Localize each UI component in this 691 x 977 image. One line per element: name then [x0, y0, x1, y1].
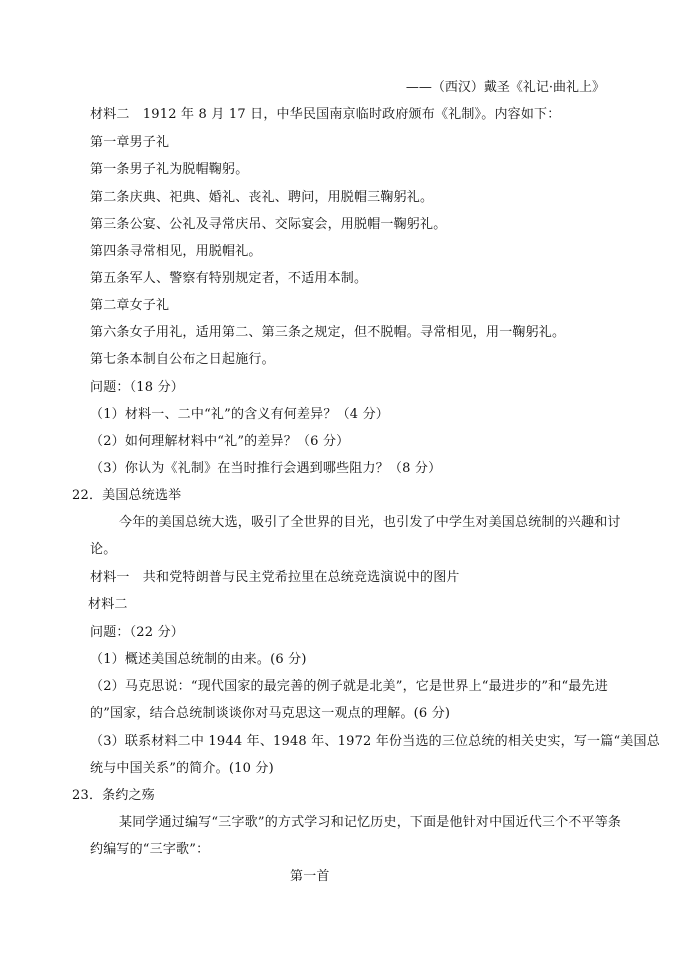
article-6: 第六条女子用礼，适用第二、第三条之规定，但不脱帽。寻常相见，用一鞠躬礼。	[90, 325, 566, 340]
q22-points-header: 问题：（22 分）	[90, 625, 184, 640]
material2-title: 材料二 1912 年 8 月 17 日，中华民国南京临时政府颁布《礼制》。内容如下：	[90, 107, 561, 122]
q23-intro-line-2: 约编写的“三字歌”：	[90, 842, 210, 857]
article-2: 第二条庆典、祀典、婚礼、丧礼、聘问，用脱帽三鞠躬礼。	[90, 190, 434, 205]
q21-question-2: （2）如何理解材料中“礼”的差异？（6 分）	[90, 434, 350, 449]
q21-question-1: （1）材料一、二中“礼”的含义有何差异？（4 分）	[90, 407, 389, 422]
q23-title: 23．条约之殇	[72, 788, 155, 803]
q22-intro-line-1: 今年的美国总统大选，吸引了全世界的目光，也引发了中学生对美国总统制的兴趣和讨	[119, 515, 621, 530]
q22-title: 22．美国总统选举	[72, 488, 182, 503]
chapter-1-heading: 第一章男子礼	[90, 135, 170, 150]
chapter-2-heading: 第二章女子礼	[90, 298, 170, 313]
article-1: 第一条男子礼为脱帽鞠躬。	[90, 162, 249, 177]
q22-question-3-line-1: （3）联系材料二中 1944 年、1948 年、1972 年份当选的三位总统的相关史实，写一篇“美国总	[90, 734, 660, 749]
q22-question-2-line-1: （2）马克思说：“现代国家的最完善的例子就是北美”，它是世界上“最进步的”和“最先进	[90, 679, 608, 694]
q23-intro-line-1: 某同学通过编写“三字歌”的方式学习和记忆历史，下面是他针对中国近代三个不平等条	[119, 815, 622, 830]
q22-material-1: 材料一 共和党特朗普与民主党希拉里在总统竞选演说中的图片	[90, 570, 460, 585]
q22-question-3-line-2: 统与中国关系”的简介。(10 分)	[90, 761, 274, 776]
article-7: 第七条本制自公布之日起施行。	[90, 352, 275, 367]
q23-first-song-heading: 第一首	[290, 869, 330, 884]
q22-question-1: （1）概述美国总统制的由来。(6 分)	[90, 652, 307, 667]
article-5: 第五条军人、警察有特别规定者，不适用本制。	[90, 271, 368, 286]
article-3: 第三条公宴、公礼及寻常庆吊、交际宴会，用脱帽一鞠躬礼。	[90, 217, 447, 232]
q21-points-header: 问题：（18 分）	[90, 380, 184, 395]
citation-source: ——（西汉）戴圣《礼记·曲礼上》	[405, 80, 605, 95]
q22-material-2: 材料二	[88, 597, 128, 612]
article-4: 第四条寻常相见，用脱帽礼。	[90, 244, 262, 259]
q21-question-3: （3）你认为《礼制》在当时推行会遇到哪些阻力？（8 分）	[90, 461, 442, 476]
q22-intro-line-2: 论。	[90, 542, 117, 557]
q22-question-2-line-2: 的”国家，结合总统制谈谈你对马克思这一观点的理解。(6 分)	[90, 706, 451, 721]
